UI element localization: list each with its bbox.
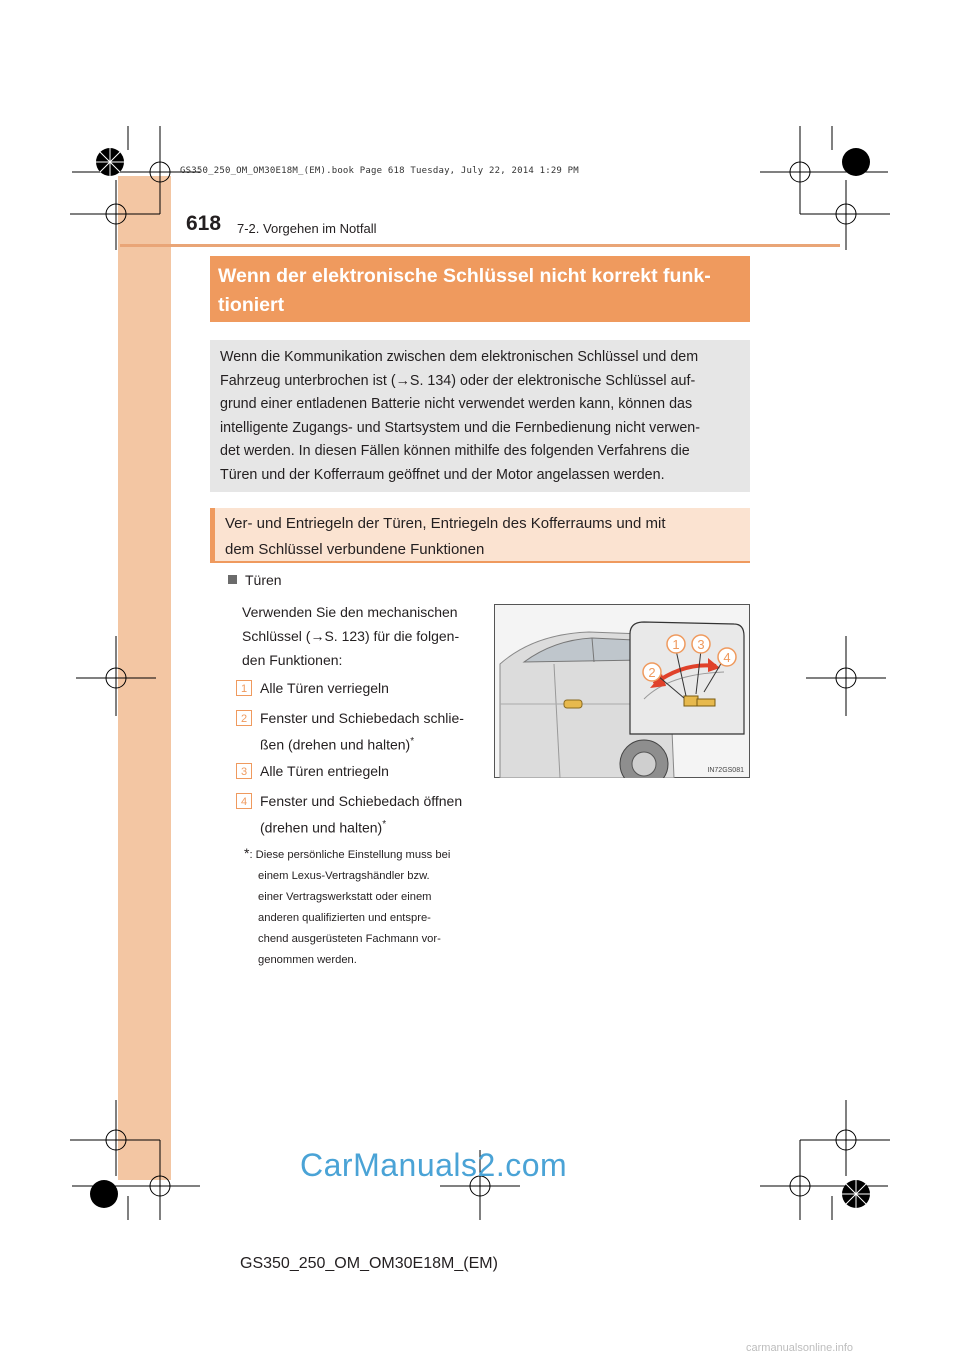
item-text: Fenster und Schiebedach öffnen (drehen und halten)*: [260, 793, 463, 836]
list-item: [236, 789, 482, 840]
intro-line: det werden. In diesen Fällen können mithilfe des folgenden Verfahrens die: [220, 443, 690, 460]
footnote-line: einem Lexus-Vertragshändler bzw.: [258, 870, 430, 882]
header-rule: [120, 244, 840, 247]
list-item: [236, 706, 482, 757]
section-label: 7-2. Vorgehen im Notfall: [237, 221, 377, 236]
asterisk: *: [382, 819, 387, 830]
intro-box: [210, 340, 750, 492]
bullet-heading: [228, 572, 282, 588]
watermark-carmanuals: CarManuals2.com: [300, 1147, 568, 1183]
title-line: tioniert: [218, 294, 285, 316]
footnote: [244, 843, 482, 971]
intro-line: Wenn die Kommunikation zwischen dem elektronischen Schlüssel und dem: [220, 349, 699, 365]
footnote-line: einer Vertragswerkstatt oder einem: [258, 891, 432, 903]
title-banner: [210, 256, 750, 322]
callout-2: 2: [648, 665, 656, 680]
callout-1: 1: [672, 637, 680, 652]
footnote-mark: *: [244, 845, 250, 861]
footnote-line: anderen qualifizierten und entspre-: [258, 912, 431, 924]
print-header: GS350_250_OM_OM30E18M_(EM).book Page 618 Tuesday, July 22, 2014 1:29 PM: [180, 166, 579, 176]
lead-line: Schlüssel (→S. 123) für die folgen-: [242, 628, 460, 644]
title-line: Wenn der elektronische Schlüssel nicht korrekt funk-: [218, 265, 711, 287]
item-text: Alle Türen entriegeln: [260, 763, 389, 779]
intro-line: Türen und der Kofferraum geöffnet und der Motor angelassen werden.: [220, 466, 665, 483]
lead-paragraph: [242, 600, 480, 672]
item-number-badge: 1: [236, 680, 252, 696]
item-number-badge: 4: [236, 793, 252, 809]
list-item: [236, 759, 482, 783]
footnote-line: *: Diese persönliche Einstellung muss bei: [244, 845, 451, 861]
item-number-badge: 3: [236, 763, 252, 779]
item-text: Alle Türen verriegeln: [260, 680, 389, 696]
callout-4: 4: [723, 650, 731, 665]
lead-line: Verwenden Sie den mechanischen: [242, 604, 458, 620]
footnote-line: genommen werden.: [258, 954, 357, 966]
watermark-site: carmanualsonline.info: [746, 1342, 854, 1354]
asterisk: *: [410, 736, 415, 747]
lead-line: den Funktionen:: [242, 652, 343, 668]
item-number-badge: 2: [236, 710, 252, 726]
subheading-box: [210, 508, 750, 563]
door-lock-illustration: [494, 604, 750, 778]
item-text: Fenster und Schiebedach schlie- ßen (drehen und halten)*: [260, 710, 464, 753]
callout-3: 3: [697, 637, 705, 652]
subheading-line: Ver- und Entriegeln der Türen, Entriegeln des Kofferraums und mit: [225, 515, 666, 532]
page-number: 618: [186, 212, 222, 235]
figure-code: IN72GS081: [707, 767, 744, 774]
list-item: [236, 676, 482, 700]
intro-line: grund einer entladenen Batterie nicht verwendet werden kann, können das: [220, 396, 693, 413]
bullet-heading-text: Türen: [245, 572, 282, 588]
square-bullet-icon: [228, 575, 237, 584]
intro-line: Fahrzeug unterbrochen ist (→S. 134) oder der elektronische Schlüssel auf-: [220, 372, 696, 389]
subheading-line: dem Schlüssel verbundene Funktionen: [225, 541, 485, 558]
intro-line: intelligente Zugangs- und Startsystem und die Fernbedienung nicht verwen-: [220, 419, 701, 436]
footer-code: GS350_250_OM_OM30E18M_(EM): [240, 1255, 498, 1272]
footnote-line: chend ausgerüsteten Fachmann vor-: [258, 933, 441, 945]
